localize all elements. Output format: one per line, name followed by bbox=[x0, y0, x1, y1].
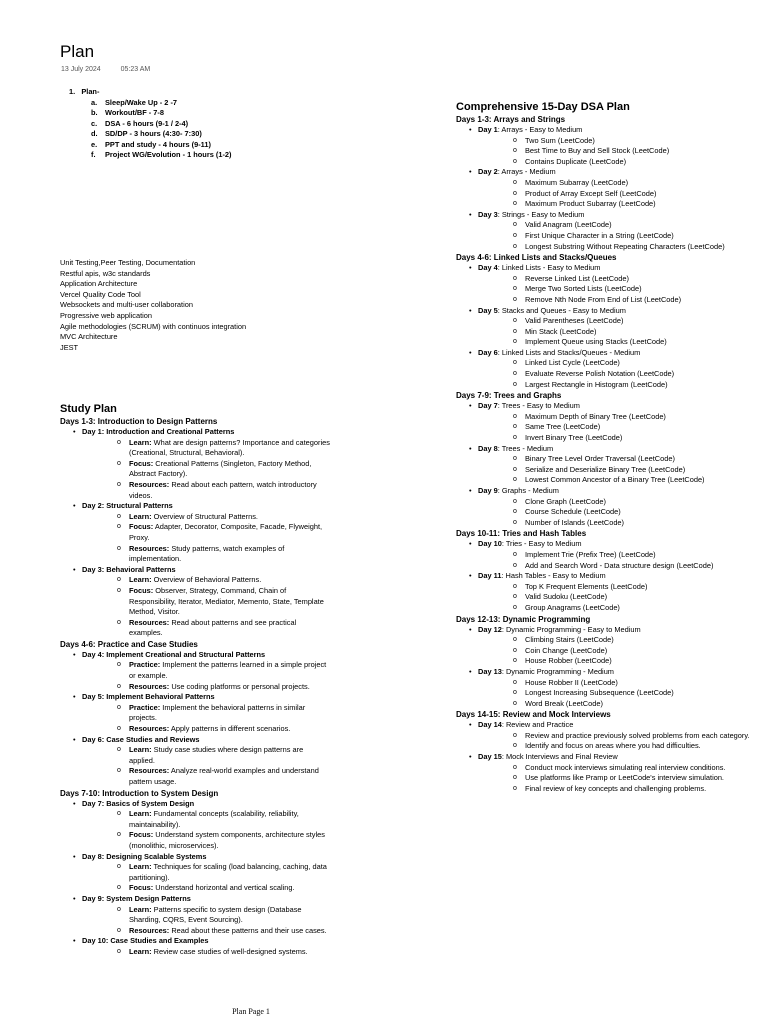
study-item bbox=[82, 544, 330, 565]
dsa-problem: o Maximum Product Subarray (LeetCode) bbox=[478, 199, 766, 210]
dsa-day-label: Day 6 bbox=[478, 347, 498, 357]
study-item-label: Resources: bbox=[129, 925, 170, 935]
study-item bbox=[82, 459, 330, 480]
plan-item-letter: e. bbox=[91, 139, 98, 149]
study-day-title: Day 8: Designing Scalable Systems bbox=[82, 851, 207, 861]
dsa-day bbox=[456, 720, 766, 752]
study-day-list bbox=[60, 799, 330, 958]
dsa-day bbox=[456, 167, 766, 209]
study-day bbox=[60, 735, 330, 788]
study-day bbox=[60, 427, 330, 501]
study-day-items bbox=[82, 905, 330, 937]
dsa-day-label: Day 8 bbox=[478, 443, 498, 453]
study-day bbox=[60, 650, 330, 692]
dsa-day bbox=[456, 625, 766, 667]
dsa-day-label: Day 11 bbox=[478, 571, 502, 581]
dsa-day bbox=[456, 486, 766, 528]
study-item bbox=[82, 862, 330, 883]
dsa-day-list bbox=[456, 263, 766, 390]
skill-item: Unit Testing,Peer Testing, Documentation bbox=[60, 258, 196, 267]
study-item bbox=[82, 926, 330, 937]
study-item-text: Adapter, Decorator, Composite, Facade, Flyweight, Proxy. bbox=[129, 522, 323, 542]
study-day bbox=[60, 501, 330, 565]
study-item-text: Read about each pattern, watch introductory videos. bbox=[129, 479, 317, 500]
dsa-problem: o Maximum Subarray (LeetCode) bbox=[478, 178, 766, 189]
study-plan bbox=[60, 402, 330, 958]
dsa-day-topic: : Trees - Medium bbox=[497, 443, 554, 453]
study-day-items bbox=[82, 438, 330, 502]
dsa-day-topic: : Review and Practice bbox=[501, 720, 574, 730]
skill-item: Websockets and multi-user collaboration bbox=[60, 300, 193, 310]
study-item-label: Resources: bbox=[129, 479, 170, 489]
study-plan-title: Study Plan bbox=[60, 403, 117, 415]
study-item bbox=[82, 905, 330, 926]
skill-item: Restful apis, w3c standards bbox=[60, 268, 151, 278]
dsa-problem: o Word Break (LeetCode) bbox=[478, 699, 766, 710]
dsa-problem: o Final review of key concepts and challenging problems. bbox=[478, 784, 766, 795]
study-item bbox=[82, 682, 330, 693]
dsa-problem: o House Robber (LeetCode) bbox=[478, 656, 766, 667]
dsa-day-list bbox=[456, 539, 766, 613]
study-item bbox=[82, 438, 330, 459]
dsa-problem-list bbox=[478, 550, 766, 571]
study-day-title: Day 1: Introduction and Creational Patterns bbox=[82, 427, 235, 436]
study-plan-body bbox=[60, 416, 330, 958]
plan-item-text: DSA - 6 hours (9-1 / 2-4) bbox=[105, 118, 189, 128]
dsa-problem: o First Unique Character in a String (LeetCode) bbox=[478, 231, 766, 242]
dsa-day bbox=[456, 539, 766, 571]
dsa-day-label: Day 2 bbox=[478, 167, 498, 177]
dsa-problem-list bbox=[478, 358, 766, 390]
dsa-day-label: Day 12 bbox=[478, 624, 502, 634]
dsa-day-label: Day 5 bbox=[478, 305, 498, 315]
dsa-problem: o Longest Substring Without Repeating Characters (LeetCode) bbox=[478, 242, 766, 253]
study-item-text: Fundamental concepts (scalability, reliability, maintainability). bbox=[129, 809, 299, 829]
plan-item-text: Sleep/Wake Up - 2 -7 bbox=[105, 97, 178, 107]
page-date: 13 July 2024 bbox=[61, 66, 101, 73]
study-item bbox=[82, 522, 330, 543]
study-item-label: Learn: bbox=[129, 904, 152, 914]
study-day-title: Day 10: Case Studies and Examples bbox=[82, 936, 209, 946]
dsa-problem-list bbox=[478, 274, 766, 306]
study-item bbox=[82, 618, 330, 639]
study-item-text: Apply patterns in different scenarios. bbox=[169, 724, 291, 734]
study-item-text: Overview of Behavioral Patterns. bbox=[151, 575, 262, 585]
dsa-problem: o Contains Duplicate (LeetCode) bbox=[478, 157, 766, 168]
dsa-problem: o Largest Rectangle in Histogram (LeetCode) bbox=[478, 380, 766, 391]
dsa-problem-list bbox=[478, 412, 766, 444]
dsa-problem: o Valid Sudoku (LeetCode) bbox=[478, 592, 766, 603]
dsa-day bbox=[456, 125, 766, 167]
study-item bbox=[82, 512, 330, 523]
study-item-label: Practice: bbox=[129, 660, 161, 670]
plan-item bbox=[91, 108, 231, 119]
dsa-day bbox=[456, 571, 766, 613]
page-meta bbox=[61, 66, 168, 73]
study-day-items bbox=[82, 703, 330, 735]
dsa-problem: o Valid Parentheses (LeetCode) bbox=[478, 316, 766, 327]
study-item bbox=[82, 480, 330, 501]
dsa-day bbox=[456, 401, 766, 443]
study-day bbox=[60, 565, 330, 639]
study-item-label: Practice: bbox=[129, 702, 161, 712]
study-day-items bbox=[82, 809, 330, 851]
study-day bbox=[60, 852, 330, 894]
dsa-problem: o Maximum Depth of Binary Tree (LeetCode) bbox=[478, 412, 766, 423]
dsa-problem: o Linked List Cycle (LeetCode) bbox=[478, 358, 766, 369]
study-item bbox=[82, 745, 330, 766]
dsa-day bbox=[456, 210, 766, 252]
study-item-label: Learn: bbox=[129, 437, 152, 447]
study-day-items bbox=[82, 512, 330, 565]
study-item-text: What are design patterns? Importance and categories (Creational, Structural, Behavioral). bbox=[129, 437, 330, 458]
dsa-day-label: Day 14 bbox=[478, 720, 502, 730]
dsa-day-topic: : Dynamic Programming - Medium bbox=[501, 666, 614, 676]
study-section-heading: Days 1-3: Introduction to Design Patterns bbox=[60, 417, 218, 426]
study-item-text: Implement the behavioral patterns in similar projects. bbox=[129, 702, 306, 723]
dsa-day-label: Day 3 bbox=[478, 209, 498, 219]
dsa-day-topic: : Arrays - Medium bbox=[497, 167, 556, 177]
dsa-problem: o Climbing Stairs (LeetCode) bbox=[478, 635, 766, 646]
dsa-day-list bbox=[456, 401, 766, 528]
dsa-problem-list bbox=[478, 582, 766, 614]
plan-item bbox=[91, 150, 231, 161]
dsa-section-heading: Days 1-3: Arrays and Strings bbox=[456, 115, 566, 124]
dsa-problem-list bbox=[478, 136, 766, 168]
study-day-items bbox=[82, 862, 330, 894]
dsa-plan-title: Comprehensive 15-Day DSA Plan bbox=[456, 101, 630, 113]
study-item bbox=[82, 947, 330, 958]
study-item-label: Learn: bbox=[129, 809, 152, 819]
page-footer: Plan Page 1 bbox=[232, 1007, 270, 1016]
dsa-problem-list bbox=[478, 763, 766, 795]
plan-heading: 1. Plan- bbox=[69, 87, 100, 96]
dsa-problem: o Conduct mock interviews simulating real interview conditions. bbox=[478, 763, 766, 774]
plan-item-text: SD/DP - 3 hours (4:30- 7:30) bbox=[105, 129, 202, 138]
dsa-problem: o Implement Trie (Prefix Tree) (LeetCode) bbox=[478, 550, 766, 561]
daily-plan-list bbox=[69, 87, 231, 161]
study-item-label: Focus: bbox=[129, 458, 154, 468]
dsa-day-label: Day 10 bbox=[478, 539, 502, 549]
dsa-problem: o Longest Increasing Subsequence (LeetCode) bbox=[478, 688, 766, 699]
dsa-problem: o Group Anagrams (LeetCode) bbox=[478, 603, 766, 614]
plan-item-letter: d. bbox=[91, 129, 98, 138]
study-section-heading: Days 7-10: Introduction to System Design bbox=[60, 788, 219, 798]
dsa-day-label: Day 1 bbox=[478, 125, 498, 134]
dsa-day-label: Day 7 bbox=[478, 401, 498, 411]
study-day-title: Day 4: Implement Creational and Structural Patterns bbox=[82, 649, 266, 659]
dsa-problem: o Serialize and Deserialize Binary Tree (LeetCode) bbox=[478, 465, 766, 476]
study-item-label: Resources: bbox=[129, 724, 170, 734]
study-item-text: Creational Patterns (Singleton, Factory Method, Abstract Factory). bbox=[129, 458, 312, 479]
plan-item-letter: c. bbox=[91, 118, 98, 128]
study-day-title: Day 2: Structural Patterns bbox=[82, 501, 173, 511]
dsa-problem: o Add and Search Word - Data structure design (LeetCode) bbox=[478, 561, 766, 572]
study-day-title: Day 5: Implement Behavioral Patterns bbox=[82, 692, 215, 702]
page-title: Plan bbox=[60, 42, 95, 61]
dsa-problem: o Remove Nth Node From End of List (LeetCode) bbox=[478, 295, 766, 306]
study-item bbox=[82, 830, 330, 851]
study-item-text: Understand system components, architecture styles (monolithic, microservices). bbox=[129, 830, 325, 850]
study-day-title: Day 6: Case Studies and Reviews bbox=[82, 734, 200, 744]
dsa-problem: o House Robber II (LeetCode) bbox=[478, 678, 766, 689]
dsa-day-topic: : Linked Lists and Stacks/Queues - Medium bbox=[497, 347, 641, 357]
dsa-day-topic: : Graphs - Medium bbox=[497, 486, 559, 495]
study-item-text: Observer, Strategy, Command, Chain of Responsibility, Iterator, Mediator, Memento, State, Template Method, Visitor. bbox=[129, 585, 324, 617]
dsa-problem: o Min Stack (LeetCode) bbox=[478, 327, 766, 338]
skill-item: Agile methodologies (SCRUM) with continuos integration bbox=[60, 321, 247, 331]
study-item-label: Learn: bbox=[129, 946, 152, 956]
study-item bbox=[82, 766, 330, 787]
dsa-section-heading: Days 4-6: Linked Lists and Stacks/Queues bbox=[456, 253, 617, 263]
study-day-title: Day 7: Basics of System Design bbox=[82, 798, 195, 808]
plan-item-letter: b. bbox=[91, 108, 98, 117]
study-day-items bbox=[82, 947, 330, 958]
study-item bbox=[82, 809, 330, 830]
study-item bbox=[82, 660, 330, 681]
study-section-heading: Days 4-6: Practice and Case Studies bbox=[60, 639, 198, 649]
study-item-label: Resources: bbox=[129, 543, 170, 553]
plan-item-letter: f. bbox=[91, 150, 96, 159]
study-item-label: Resources: bbox=[129, 617, 170, 627]
plan-item bbox=[91, 98, 231, 109]
study-item-label: Focus: bbox=[129, 585, 154, 595]
study-item-text: Study patterns, watch examples of implementation. bbox=[129, 543, 285, 564]
study-day bbox=[60, 894, 330, 936]
dsa-problem-list bbox=[478, 316, 766, 348]
skill-item: Progressive web application bbox=[60, 310, 153, 320]
study-day-items bbox=[82, 745, 330, 787]
dsa-problem: o Coin Change (LeetCode) bbox=[478, 646, 766, 657]
study-item-label: Learn: bbox=[129, 862, 152, 872]
dsa-day-label: Day 4 bbox=[478, 263, 498, 273]
plan-item-letter: a. bbox=[91, 97, 98, 107]
study-item bbox=[82, 724, 330, 735]
dsa-day-topic: : Arrays - Easy to Medium bbox=[497, 125, 583, 134]
plan-item-text: Project WG/Evolution - 1 hours (1-2) bbox=[105, 150, 232, 159]
study-item-text: Understand horizontal and vertical scaling. bbox=[153, 883, 295, 893]
dsa-day-topic: : Hash Tables - Easy to Medium bbox=[501, 571, 606, 581]
dsa-problem: o Review and practice previously solved problems from each category. bbox=[478, 731, 766, 742]
dsa-day bbox=[456, 752, 766, 794]
study-day-title: Day 3: Behavioral Patterns bbox=[82, 564, 176, 574]
dsa-day-topic: : Trees - Easy to Medium bbox=[497, 401, 580, 411]
dsa-problem-list bbox=[478, 178, 766, 210]
dsa-day-list bbox=[456, 720, 766, 794]
study-item-label: Learn: bbox=[129, 575, 152, 585]
dsa-day-list bbox=[456, 625, 766, 710]
dsa-problem: o Valid Anagram (LeetCode) bbox=[478, 220, 766, 231]
study-item-text: Patterns specific to system design (Database Sharding, CQRS, Event Sourcing). bbox=[129, 904, 302, 925]
dsa-day-topic: : Dynamic Programming - Easy to Medium bbox=[501, 624, 641, 634]
dsa-section-heading: Days 12-13: Dynamic Programming bbox=[456, 614, 591, 624]
dsa-problem: o Number of Islands (LeetCode) bbox=[478, 518, 766, 529]
study-day bbox=[60, 936, 330, 957]
dsa-day-topic: : Linked Lists - Easy to Medium bbox=[497, 263, 601, 273]
dsa-problem-list bbox=[478, 497, 766, 529]
study-item-text: Read about patterns and see practical examples. bbox=[129, 617, 297, 638]
dsa-problem: o Invert Binary Tree (LeetCode) bbox=[478, 433, 766, 444]
dsa-problem: o Product of Array Except Self (LeetCode) bbox=[478, 189, 766, 200]
study-item bbox=[82, 883, 330, 894]
dsa-problem: o Reverse Linked List (LeetCode) bbox=[478, 274, 766, 285]
study-item-text: Analyze real-world examples and understand pattern usage. bbox=[129, 766, 319, 786]
dsa-problem: o Binary Tree Level Order Traversal (LeetCode) bbox=[478, 454, 766, 465]
study-item-label: Learn: bbox=[129, 745, 152, 755]
skills-list bbox=[60, 258, 246, 353]
dsa-day-label: Day 15 bbox=[478, 752, 502, 762]
study-item-text: Review case studies of well-designed systems. bbox=[151, 946, 308, 956]
study-day bbox=[60, 692, 330, 734]
dsa-problem: o Course Schedule (LeetCode) bbox=[478, 507, 766, 518]
page-time: 05:23 AM bbox=[120, 66, 151, 73]
study-item-label: Focus: bbox=[129, 883, 154, 893]
dsa-day bbox=[456, 348, 766, 390]
dsa-day-label: Day 13 bbox=[478, 666, 502, 676]
plan-item-text: PPT and study - 4 hours (9-11) bbox=[105, 139, 211, 149]
dsa-day bbox=[456, 667, 766, 709]
study-item bbox=[82, 586, 330, 618]
dsa-day-topic: : Mock Interviews and Final Review bbox=[501, 752, 618, 762]
skill-item: MVC Architecture bbox=[60, 332, 118, 342]
plan-item bbox=[91, 140, 231, 151]
study-item-text: Study case studies where design patterns are applied. bbox=[129, 745, 304, 765]
dsa-problem-list bbox=[478, 454, 766, 486]
study-item bbox=[82, 575, 330, 586]
study-day-list bbox=[60, 650, 330, 788]
plan-item-text: Workout/BF - 7-8 bbox=[105, 108, 164, 117]
dsa-day bbox=[456, 306, 766, 348]
dsa-day-label: Day 9 bbox=[478, 486, 498, 495]
dsa-problem-list bbox=[478, 731, 766, 752]
study-day bbox=[60, 799, 330, 852]
study-item-label: Focus: bbox=[129, 522, 154, 532]
dsa-day-topic: : Stacks and Queues - Easy to Medium bbox=[497, 305, 626, 315]
dsa-day bbox=[456, 444, 766, 486]
study-item-text: Techniques for scaling (load balancing, caching, data partitioning). bbox=[129, 862, 327, 882]
dsa-problem: o Top K Frequent Elements (LeetCode) bbox=[478, 582, 766, 593]
dsa-problem: o Evaluate Reverse Polish Notation (LeetCode) bbox=[478, 369, 766, 380]
study-item-label: Resources: bbox=[129, 766, 170, 776]
dsa-problem: o Same Tree (LeetCode) bbox=[478, 422, 766, 433]
study-item-label: Focus: bbox=[129, 830, 154, 840]
study-item bbox=[82, 703, 330, 724]
study-item-text: Read about these patterns and their use cases. bbox=[169, 925, 327, 935]
dsa-problem: o Use platforms like Pramp or LeetCode's interview simulation. bbox=[478, 773, 766, 784]
dsa-plan-body bbox=[456, 114, 766, 794]
dsa-problem: o Two Sum (LeetCode) bbox=[478, 136, 766, 147]
skill-item: Vercel Quality Code Tool bbox=[60, 289, 141, 299]
dsa-day-topic: : Tries - Easy to Medium bbox=[501, 539, 582, 549]
plan-item bbox=[91, 119, 231, 130]
dsa-problem-list bbox=[478, 635, 766, 667]
study-day-list bbox=[60, 427, 330, 639]
dsa-day-topic: : Strings - Easy to Medium bbox=[497, 209, 585, 219]
study-item-label: Resources: bbox=[129, 681, 170, 691]
study-item-text: Use coding platforms or personal projects. bbox=[169, 681, 310, 691]
dsa-problem: o Clone Graph (LeetCode) bbox=[478, 497, 766, 508]
dsa-problem: o Identify and focus on areas where you had difficulties. bbox=[478, 741, 766, 752]
study-item-label: Learn: bbox=[129, 511, 152, 521]
dsa-problem-list bbox=[478, 678, 766, 710]
dsa-section-heading: Days 14-15: Review and Mock Interviews bbox=[456, 710, 611, 720]
plan-item bbox=[91, 129, 231, 140]
study-item-text: Overview of Structural Patterns. bbox=[151, 511, 258, 521]
dsa-day-list bbox=[456, 125, 766, 252]
study-day-title: Day 9: System Design Patterns bbox=[82, 893, 191, 903]
dsa-section-heading: Days 10-11: Tries and Hash Tables bbox=[456, 529, 587, 539]
dsa-plan bbox=[456, 100, 766, 794]
skill-item: JEST bbox=[60, 342, 79, 352]
dsa-problem: o Lowest Common Ancestor of a Binary Tree (LeetCode) bbox=[478, 475, 766, 486]
dsa-problem: o Implement Queue using Stacks (LeetCode) bbox=[478, 337, 766, 348]
study-day-items bbox=[82, 660, 330, 692]
dsa-section-heading: Days 7-9: Trees and Graphs bbox=[456, 391, 562, 401]
skill-item: Application Architecture bbox=[60, 279, 138, 289]
dsa-day bbox=[456, 263, 766, 305]
plan-sub-items bbox=[91, 98, 231, 161]
study-item-text: Implement the patterns learned in a simple project or example. bbox=[129, 660, 327, 681]
dsa-problem: o Merge Two Sorted Lists (LeetCode) bbox=[478, 284, 766, 295]
dsa-problem-list bbox=[478, 220, 766, 252]
dsa-problem: o Best Time to Buy and Sell Stock (LeetCode) bbox=[478, 146, 766, 157]
study-day-items bbox=[82, 575, 330, 639]
